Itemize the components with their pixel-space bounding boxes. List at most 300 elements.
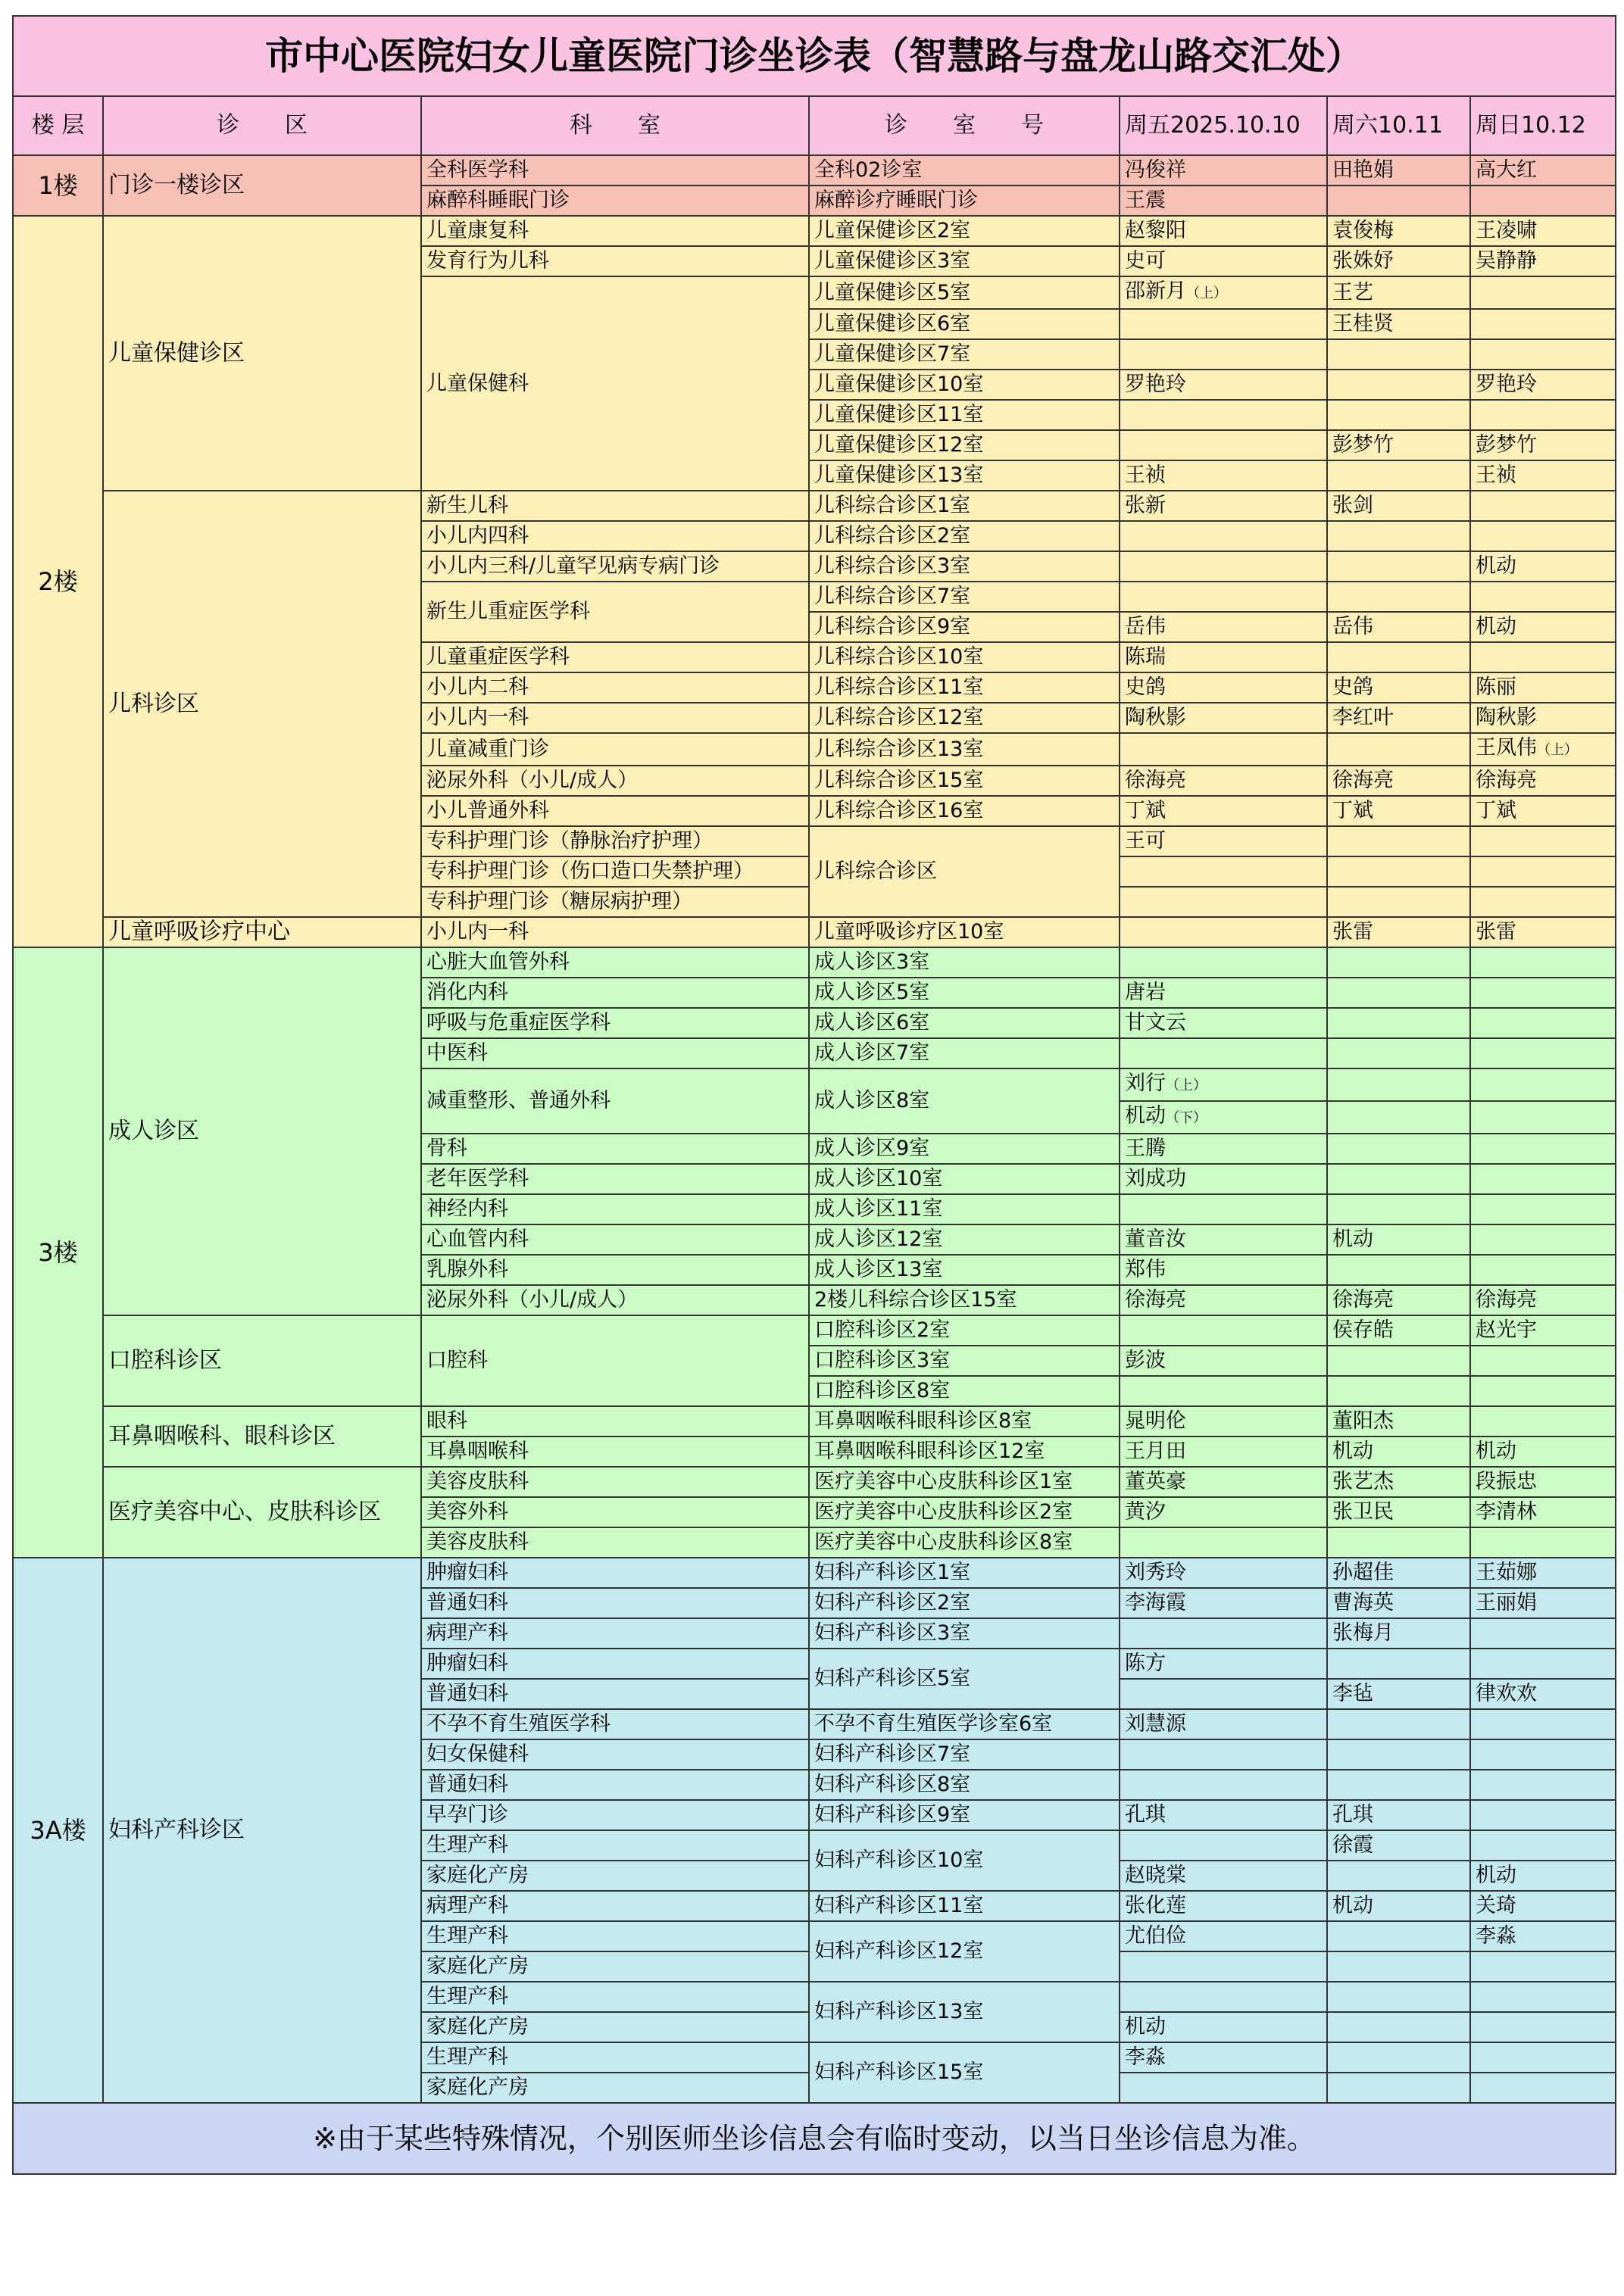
zone-label: 耳鼻咽喉科、眼科诊区 — [103, 1406, 421, 1467]
doctor-sat — [1327, 887, 1470, 917]
dept-cell: 不孕不育生殖医学科 — [421, 1709, 809, 1739]
doctor-sat — [1327, 1255, 1470, 1285]
doctor-sun — [1470, 521, 1616, 551]
room-cell: 妇科产科诊区11室 — [809, 1891, 1120, 1921]
dept-cell: 耳鼻咽喉科 — [421, 1437, 809, 1467]
room-cell: 医疗美容中心皮肤科诊区1室 — [809, 1467, 1120, 1497]
doctor-fri: 唐岩 — [1120, 978, 1327, 1008]
doctor-fri — [1120, 1038, 1327, 1068]
doctor-sun — [1470, 1800, 1616, 1830]
doctor-fri — [1120, 582, 1327, 612]
room-cell: 成人诊区3室 — [809, 947, 1120, 978]
doctor-sun: 李清林 — [1470, 1497, 1616, 1527]
doctor-sat: 董阳杰 — [1327, 1406, 1470, 1437]
doctor-sun — [1470, 856, 1616, 887]
room-cell: 成人诊区7室 — [809, 1038, 1120, 1068]
dept-cell: 病理产科 — [421, 1891, 809, 1921]
room-cell: 成人诊区8室 — [809, 1068, 1120, 1134]
dept-cell: 儿童重症医学科 — [421, 642, 809, 672]
doctor-sat: 机动 — [1327, 1891, 1470, 1921]
room-cell: 儿科综合诊区7室 — [809, 582, 1120, 612]
schedule-sheet — [12, 15, 1615, 2175]
doctor-sun — [1470, 186, 1616, 216]
room-cell: 成人诊区9室 — [809, 1134, 1120, 1164]
room-cell: 麻醉诊疗睡眠门诊 — [809, 186, 1120, 216]
doctor-fri — [1120, 521, 1327, 551]
doctor-sun — [1470, 276, 1616, 309]
dept-cell: 口腔科 — [421, 1315, 809, 1406]
doctor-sat — [1327, 1951, 1470, 1982]
dept-cell: 生理产科 — [421, 2042, 809, 2073]
doctor-sun — [1470, 1134, 1616, 1164]
dept-cell: 消化内科 — [421, 978, 809, 1008]
dept-cell: 普通妇科 — [421, 1770, 809, 1800]
doctor-sat: 李毡 — [1327, 1679, 1470, 1709]
doctor-sun — [1470, 1709, 1616, 1739]
doctor-sun: 律欢欢 — [1470, 1679, 1616, 1709]
doctor-sat — [1327, 1739, 1470, 1770]
dept-cell: 神经内科 — [421, 1194, 809, 1224]
doctor-fri: 赵晓棠 — [1120, 1861, 1327, 1891]
doctor-fri — [1120, 1982, 1327, 2012]
doctor-sun — [1470, 2042, 1616, 2073]
dept-cell: 麻醉科睡眠门诊 — [421, 186, 809, 216]
doctor-sat: 曹海英 — [1327, 1588, 1470, 1618]
doctor-fri — [1120, 947, 1327, 978]
doctor-fri: 尤伯俭 — [1120, 1921, 1327, 1951]
dept-cell: 妇女保健科 — [421, 1739, 809, 1770]
doctor-sat — [1327, 1164, 1470, 1194]
room-cell: 口腔科诊区8室 — [809, 1376, 1120, 1406]
room-cell: 成人诊区10室 — [809, 1164, 1120, 1194]
room-cell: 儿童保健诊区12室 — [809, 430, 1120, 460]
doctor-sat — [1327, 2042, 1470, 2073]
doctor-sat: 丁斌 — [1327, 796, 1470, 826]
doctor-sat: 徐海亮 — [1327, 766, 1470, 796]
doctor-sun — [1470, 1739, 1616, 1770]
room-cell: 医疗美容中心皮肤科诊区2室 — [809, 1497, 1120, 1527]
table-row — [13, 1315, 1616, 1346]
dept-cell: 家庭化产房 — [421, 2073, 809, 2103]
room-cell: 儿科综合诊区1室 — [809, 491, 1120, 521]
doctor-sun — [1470, 1527, 1616, 1558]
zone-label: 儿童呼吸诊疗中心 — [103, 917, 421, 947]
dept-cell: 儿童康复科 — [421, 216, 809, 246]
doctor-sun — [1470, 309, 1616, 339]
dept-cell: 小儿普通外科 — [421, 796, 809, 826]
doctor-sat — [1327, 1194, 1470, 1224]
doctor-sat: 王艺 — [1327, 276, 1470, 309]
floor-label: 1楼 — [13, 155, 103, 216]
doctor-sun — [1470, 1376, 1616, 1406]
doctor-fri: 甘文云 — [1120, 1008, 1327, 1038]
doctor-sat: 张雷 — [1327, 917, 1470, 947]
doctor-fri: 刘慧源 — [1120, 1709, 1327, 1739]
doctor-sat: 史鸽 — [1327, 672, 1470, 703]
doctor-sat — [1327, 1376, 1470, 1406]
dept-cell: 小儿内三科/儿童罕见病专病门诊 — [421, 551, 809, 582]
dept-cell: 儿童保健科 — [421, 276, 809, 491]
doctor-fri: 丁斌 — [1120, 796, 1327, 826]
room-cell: 2楼儿科综合诊区15室 — [809, 1285, 1120, 1315]
doctor-fri — [1120, 1376, 1327, 1406]
doctor-sat — [1327, 1921, 1470, 1951]
doctor-fri: 黄汐 — [1120, 1497, 1327, 1527]
shift-note: （下） — [1166, 1110, 1207, 1126]
room-cell: 成人诊区6室 — [809, 1008, 1120, 1038]
doctor-fri — [1120, 1068, 1327, 1101]
room-cell: 儿童保健诊区2室 — [809, 216, 1120, 246]
doctor-sun: 李淼 — [1470, 1921, 1616, 1951]
doctor-fri: 刘成功 — [1120, 1164, 1327, 1194]
table-row — [13, 947, 1616, 978]
doctor-sat — [1327, 1982, 1470, 2012]
dept-cell: 生理产科 — [421, 1921, 809, 1951]
doctor-sun: 彭梦竹 — [1470, 430, 1616, 460]
zone-label: 口腔科诊区 — [103, 1315, 421, 1406]
doctor-fri: 王震 — [1120, 186, 1327, 216]
dept-cell: 普通妇科 — [421, 1588, 809, 1618]
doctor-fri: 赵黎阳 — [1120, 216, 1327, 246]
doctor-sun — [1470, 978, 1616, 1008]
doctor-fri: 陈瑞 — [1120, 642, 1327, 672]
room-cell: 口腔科诊区3室 — [809, 1346, 1120, 1376]
doctor-sat — [1327, 826, 1470, 856]
doctor-fri — [1120, 856, 1327, 887]
dept-cell: 专科护理门诊（伤口造口失禁护理） — [421, 856, 809, 887]
doctor-sat: 张剑 — [1327, 491, 1470, 521]
room-cell: 儿科综合诊区3室 — [809, 551, 1120, 582]
floor-label: 2楼 — [13, 216, 103, 947]
dept-cell: 呼吸与危重症医学科 — [421, 1008, 809, 1038]
doctor-sun — [1470, 1224, 1616, 1255]
doctor-fri: 董音汝 — [1120, 1224, 1327, 1255]
doctor-sun — [1470, 1068, 1616, 1101]
doctor-sun — [1470, 1008, 1616, 1038]
room-cell: 妇科产科诊区12室 — [809, 1921, 1120, 1982]
room-cell: 妇科产科诊区3室 — [809, 1618, 1120, 1649]
table-row — [13, 216, 1616, 246]
room-cell: 耳鼻咽喉科眼科诊区8室 — [809, 1406, 1120, 1437]
doctor-sat: 张卫民 — [1327, 1497, 1470, 1527]
doctor-fri — [1120, 887, 1327, 917]
doctor-fri: 岳伟 — [1120, 612, 1327, 642]
doctor-sat: 侯存皓 — [1327, 1315, 1470, 1346]
doctor-fri — [1120, 400, 1327, 430]
doctor-sat: 孙超佳 — [1327, 1558, 1470, 1588]
doctor-fri: 孔琪 — [1120, 1800, 1327, 1830]
doctor-sun — [1470, 1164, 1616, 1194]
doctor-sat — [1327, 551, 1470, 582]
doctor-sat — [1327, 1068, 1470, 1101]
doctor-sun — [1470, 400, 1616, 430]
dept-cell: 生理产科 — [421, 1982, 809, 2012]
table-row — [13, 917, 1616, 947]
doctor-sat — [1327, 947, 1470, 978]
dept-cell: 小儿内四科 — [421, 521, 809, 551]
doctor-sat — [1327, 339, 1470, 370]
doctor-sat — [1327, 1038, 1470, 1068]
dept-cell: 心脏大血管外科 — [421, 947, 809, 978]
room-cell: 儿科综合诊区10室 — [809, 642, 1120, 672]
room-cell: 口腔科诊区2室 — [809, 1315, 1120, 1346]
zone-label: 儿科诊区 — [103, 491, 421, 917]
doctor-fri: 罗艳玲 — [1120, 370, 1327, 400]
doctor-fri — [1120, 276, 1327, 309]
room-cell: 儿科综合诊区12室 — [809, 703, 1120, 733]
doctor-sat — [1327, 1134, 1470, 1164]
shift-note: （上） — [1166, 1078, 1207, 1093]
room-cell: 儿童保健诊区13室 — [809, 460, 1120, 491]
room-cell: 成人诊区5室 — [809, 978, 1120, 1008]
doctor-sun: 王凌啸 — [1470, 216, 1616, 246]
doctor-fri — [1120, 430, 1327, 460]
doctor-sun: 丁斌 — [1470, 796, 1616, 826]
floor-label: 3A楼 — [13, 1558, 103, 2103]
dept-cell: 发育行为儿科 — [421, 246, 809, 276]
doctor-fri: 郑伟 — [1120, 1255, 1327, 1285]
header-dept: 科 室 — [421, 96, 809, 155]
floor-label: 3楼 — [13, 947, 103, 1558]
doctor-sat — [1327, 642, 1470, 672]
shift-note: （上） — [1537, 742, 1578, 758]
doctor-fri: 董英豪 — [1120, 1467, 1327, 1497]
doctor-sun: 高大红 — [1470, 155, 1616, 186]
doctor-name: 邵新月 — [1125, 279, 1186, 303]
doctor-sun — [1470, 1194, 1616, 1224]
room-cell: 儿科综合诊区13室 — [809, 733, 1120, 766]
doctor-fri — [1120, 339, 1327, 370]
zone-label: 医疗美容中心、皮肤科诊区 — [103, 1467, 421, 1558]
doctor-sun — [1470, 339, 1616, 370]
doctor-sat: 张艺杰 — [1327, 1467, 1470, 1497]
zone-label: 妇科产科诊区 — [103, 1558, 421, 2103]
doctor-sun — [1470, 1038, 1616, 1068]
doctor-fri: 冯俊祥 — [1120, 155, 1327, 186]
header-sunday: 周日10.12 — [1470, 96, 1616, 155]
doctor-fri — [1120, 1679, 1327, 1709]
header-floor: 楼 层 — [13, 96, 103, 155]
doctor-sat — [1327, 978, 1470, 1008]
doctor-sat — [1327, 521, 1470, 551]
doctor-sun — [1470, 1982, 1616, 2012]
doctor-sun: 徐海亮 — [1470, 766, 1616, 796]
room-cell: 儿童保健诊区6室 — [809, 309, 1120, 339]
room-cell: 成人诊区13室 — [809, 1255, 1120, 1285]
zone-label: 成人诊区 — [103, 947, 421, 1315]
header-saturday: 周六10.11 — [1327, 96, 1470, 155]
doctor-fri: 刘秀玲 — [1120, 1558, 1327, 1588]
doctor-sun: 张雷 — [1470, 917, 1616, 947]
doctor-sun — [1470, 826, 1616, 856]
room-cell: 儿童保健诊区10室 — [809, 370, 1120, 400]
dept-cell: 家庭化产房 — [421, 1861, 809, 1891]
dept-cell: 心血管内科 — [421, 1224, 809, 1255]
doctor-fri: 徐海亮 — [1120, 766, 1327, 796]
room-cell: 儿科综合诊区 — [809, 826, 1120, 917]
doctor-sat — [1327, 1008, 1470, 1038]
doctor-sun: 陶秋影 — [1470, 703, 1616, 733]
doctor-fri: 王祯 — [1120, 460, 1327, 491]
doctor-fri — [1120, 1770, 1327, 1800]
room-cell: 妇科产科诊区10室 — [809, 1830, 1120, 1891]
doctor-sun — [1470, 1951, 1616, 1982]
room-cell: 妇科产科诊区2室 — [809, 1588, 1120, 1618]
room-cell: 耳鼻咽喉科眼科诊区12室 — [809, 1437, 1120, 1467]
dept-cell: 肿瘤妇科 — [421, 1558, 809, 1588]
doctor-sun: 王茹娜 — [1470, 1558, 1616, 1588]
doctor-sat: 机动 — [1327, 1224, 1470, 1255]
doctor-sun: 机动 — [1470, 551, 1616, 582]
doctor-sat: 张梅月 — [1327, 1618, 1470, 1649]
dept-cell: 新生儿科 — [421, 491, 809, 521]
table-row — [13, 491, 1616, 521]
doctor-sat — [1327, 2012, 1470, 2042]
doctor-sun — [1470, 1649, 1616, 1679]
doctor-sun: 关琦 — [1470, 1891, 1616, 1921]
doctor-sat — [1327, 370, 1470, 400]
doctor-sun — [1470, 1101, 1616, 1134]
header-friday: 周五2025.10.10 — [1120, 96, 1327, 155]
room-cell: 不孕不育生殖医学诊室6室 — [809, 1709, 1120, 1739]
table-row — [13, 1558, 1616, 1588]
doctor-fri — [1120, 1739, 1327, 1770]
doctor-fri — [1120, 1101, 1327, 1134]
room-cell: 儿童保健诊区3室 — [809, 246, 1120, 276]
doctor-fri — [1120, 1194, 1327, 1224]
dept-cell: 减重整形、普通外科 — [421, 1068, 809, 1134]
dept-cell: 乳腺外科 — [421, 1255, 809, 1285]
doctor-fri — [1120, 733, 1327, 766]
dept-cell: 泌尿外科（小儿/成人） — [421, 766, 809, 796]
doctor-sun: 机动 — [1470, 1437, 1616, 1467]
dept-cell: 小儿内二科 — [421, 672, 809, 703]
doctor-name: 王凤伟 — [1476, 736, 1537, 760]
doctor-sun: 赵光宇 — [1470, 1315, 1616, 1346]
doctor-sun: 陈丽 — [1470, 672, 1616, 703]
doctor-sat — [1327, 1101, 1470, 1134]
doctor-sat: 王桂贤 — [1327, 309, 1470, 339]
room-cell: 妇科产科诊区5室 — [809, 1649, 1120, 1709]
dept-cell: 中医科 — [421, 1038, 809, 1068]
room-cell: 妇科产科诊区8室 — [809, 1770, 1120, 1800]
doctor-name: 机动 — [1125, 1104, 1166, 1128]
table-row — [13, 155, 1616, 186]
doctor-sun: 段振忠 — [1470, 1467, 1616, 1497]
doctor-fri — [1120, 1315, 1327, 1346]
doctor-sun — [1470, 1346, 1616, 1376]
dept-cell: 骨科 — [421, 1134, 809, 1164]
doctor-fri — [1120, 1618, 1327, 1649]
dept-cell: 专科护理门诊（静脉治疗护理） — [421, 826, 809, 856]
header-zone: 诊 区 — [103, 96, 421, 155]
doctor-sat — [1327, 186, 1470, 216]
doctor-fri — [1120, 917, 1327, 947]
dept-cell: 小儿内一科 — [421, 917, 809, 947]
doctor-sat — [1327, 856, 1470, 887]
doctor-sun — [1470, 582, 1616, 612]
doctor-sat — [1327, 1346, 1470, 1376]
doctor-fri: 王腾 — [1120, 1134, 1327, 1164]
dept-cell: 美容皮肤科 — [421, 1467, 809, 1497]
doctor-fri: 张新 — [1120, 491, 1327, 521]
room-cell: 妇科产科诊区7室 — [809, 1739, 1120, 1770]
doctor-sat — [1327, 460, 1470, 491]
doctor-sun — [1470, 887, 1616, 917]
doctor-name: 刘行 — [1125, 1072, 1166, 1095]
doctor-sun: 罗艳玲 — [1470, 370, 1616, 400]
footer-note: ※由于某些特殊情况，个别医师坐诊信息会有临时变动，以当日坐诊信息为准。 — [13, 2103, 1616, 2174]
room-cell: 儿科综合诊区11室 — [809, 672, 1120, 703]
dept-cell: 病理产科 — [421, 1618, 809, 1649]
room-cell: 儿科综合诊区16室 — [809, 796, 1120, 826]
dept-cell: 专科护理门诊（糖尿病护理） — [421, 887, 809, 917]
doctor-fri — [1120, 1527, 1327, 1558]
room-cell: 成人诊区11室 — [809, 1194, 1120, 1224]
doctor-fri: 王月田 — [1120, 1437, 1327, 1467]
room-cell: 妇科产科诊区1室 — [809, 1558, 1120, 1588]
doctor-fri: 陶秋影 — [1120, 703, 1327, 733]
doctor-fri: 晁明伦 — [1120, 1406, 1327, 1437]
room-cell: 儿童保健诊区11室 — [809, 400, 1120, 430]
doctor-fri: 李淼 — [1120, 2042, 1327, 2073]
doctor-sat — [1327, 2073, 1470, 2103]
doctor-sat — [1327, 1649, 1470, 1679]
doctor-sun — [1470, 733, 1616, 766]
doctor-fri: 徐海亮 — [1120, 1285, 1327, 1315]
doctor-fri: 王可 — [1120, 826, 1327, 856]
doctor-sat: 田艳娟 — [1327, 155, 1470, 186]
dept-cell: 老年医学科 — [421, 1164, 809, 1194]
dept-cell: 美容皮肤科 — [421, 1527, 809, 1558]
doctor-sat — [1327, 1527, 1470, 1558]
doctor-sun: 王丽娟 — [1470, 1588, 1616, 1618]
dept-cell: 普通妇科 — [421, 1679, 809, 1709]
doctor-sun: 机动 — [1470, 1861, 1616, 1891]
doctor-fri: 机动 — [1120, 2012, 1327, 2042]
doctor-sat — [1327, 1861, 1470, 1891]
room-cell: 儿童保健诊区7室 — [809, 339, 1120, 370]
doctor-sun: 王祯 — [1470, 460, 1616, 491]
doctor-fri — [1120, 1830, 1327, 1861]
room-cell: 儿科综合诊区15室 — [809, 766, 1120, 796]
doctor-fri — [1120, 309, 1327, 339]
doctor-fri: 彭波 — [1120, 1346, 1327, 1376]
doctor-sat — [1327, 1770, 1470, 1800]
doctor-sun: 吴静静 — [1470, 246, 1616, 276]
doctor-sat: 徐霞 — [1327, 1830, 1470, 1861]
doctor-sun — [1470, 642, 1616, 672]
shift-note: （上） — [1186, 285, 1227, 301]
room-cell: 儿童保健诊区5室 — [809, 276, 1120, 309]
header-room: 诊 室 号 — [809, 96, 1120, 155]
room-cell: 儿科综合诊区9室 — [809, 612, 1120, 642]
doctor-sun — [1470, 491, 1616, 521]
doctor-sun — [1470, 1618, 1616, 1649]
doctor-fri — [1120, 2073, 1327, 2103]
dept-cell: 家庭化产房 — [421, 1951, 809, 1982]
doctor-sun — [1470, 947, 1616, 978]
dept-cell: 眼科 — [421, 1406, 809, 1437]
doctor-sat — [1327, 582, 1470, 612]
doctor-fri — [1120, 1951, 1327, 1982]
dept-cell: 早孕门诊 — [421, 1800, 809, 1830]
room-cell: 成人诊区12室 — [809, 1224, 1120, 1255]
doctor-sat: 岳伟 — [1327, 612, 1470, 642]
doctor-fri: 李海霞 — [1120, 1588, 1327, 1618]
doctor-fri: 史可 — [1120, 246, 1327, 276]
doctor-sat: 机动 — [1327, 1437, 1470, 1467]
